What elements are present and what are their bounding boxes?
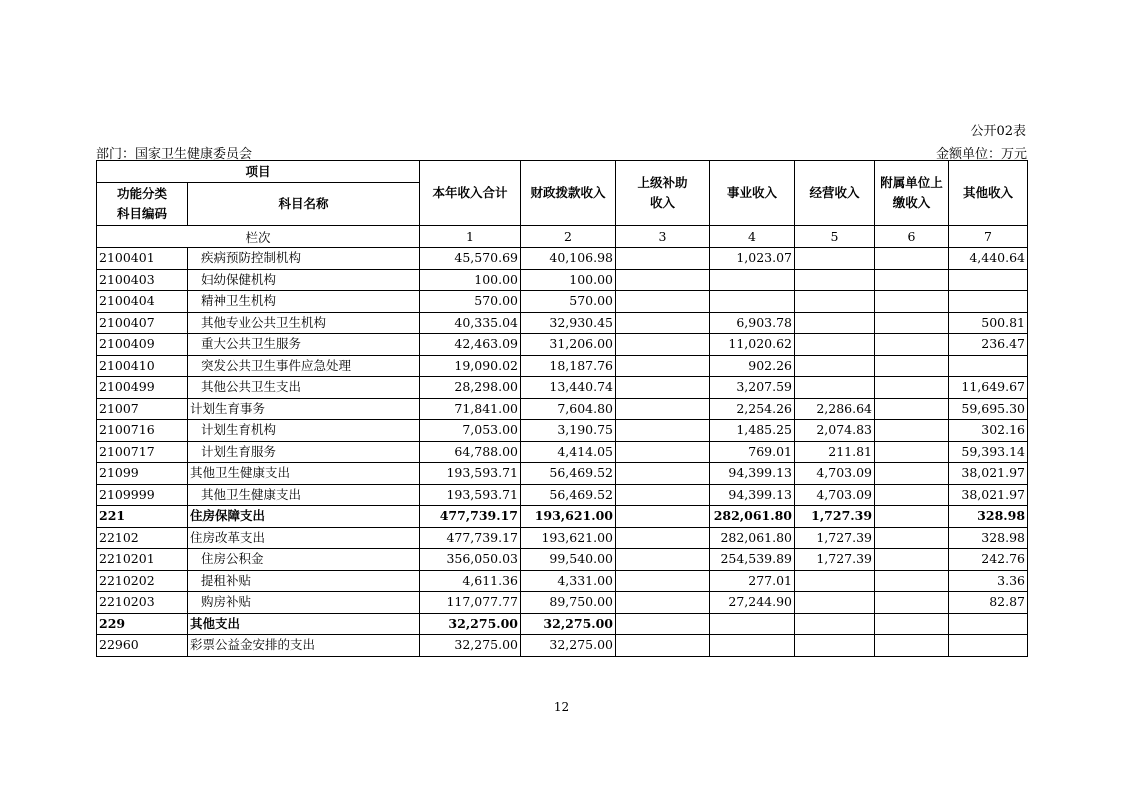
- other-cell: [949, 613, 1028, 635]
- table-body: [97, 248, 1028, 657]
- other-cell: 328.98: [949, 527, 1028, 549]
- fiscal-cell: 31,206.00: [521, 334, 616, 356]
- subject-name-cell: 妇幼保健机构: [188, 269, 420, 291]
- table-row: [97, 506, 1028, 528]
- fiscal-cell: 13,440.74: [521, 377, 616, 399]
- subsidiary-header: 附属单位上 缴收入: [875, 161, 949, 226]
- other-cell: 59,393.14: [949, 441, 1028, 463]
- total-cell: 117,077.77: [420, 592, 521, 614]
- operating-cell: 2,286.64: [795, 398, 875, 420]
- subject-name-cell: 其他卫生健康支出: [188, 484, 420, 506]
- subject-code-cell: 2100409: [97, 334, 188, 356]
- department-label: 部门：国家卫生健康委员会: [96, 147, 253, 162]
- operating-cell: 1,727.39: [795, 527, 875, 549]
- total-cell: 193,593.71: [420, 463, 521, 485]
- subject-name-cell: 重大公共卫生服务: [188, 334, 420, 356]
- operating-cell: 1,727.39: [795, 549, 875, 571]
- business-header: 事业收入: [710, 161, 795, 226]
- name-header: 科目名称: [188, 183, 420, 226]
- subject-code-cell: 2100716: [97, 420, 188, 442]
- other-cell: 242.76: [949, 549, 1028, 571]
- business-cell: [710, 291, 795, 313]
- total-cell: 19,090.02: [420, 355, 521, 377]
- table-row: [97, 355, 1028, 377]
- superior-cell: [616, 506, 710, 528]
- subject-name-cell: 其他公共卫生支出: [188, 377, 420, 399]
- total-cell: 4,611.36: [420, 570, 521, 592]
- subject-name-cell: 其他卫生健康支出: [188, 463, 420, 485]
- superior-cell: [616, 291, 710, 313]
- total-cell: 71,841.00: [420, 398, 521, 420]
- col-no-5: 5: [795, 226, 875, 248]
- table-row: [97, 570, 1028, 592]
- total-cell: 28,298.00: [420, 377, 521, 399]
- subsidiary-cell: [875, 570, 949, 592]
- superior-cell: [616, 355, 710, 377]
- other-cell: 38,021.97: [949, 463, 1028, 485]
- subject-code-cell: 2100499: [97, 377, 188, 399]
- subject-name-cell: 精神卫生机构: [188, 291, 420, 313]
- other-cell: [949, 269, 1028, 291]
- subject-code-cell: 21007: [97, 398, 188, 420]
- subject-name-cell: 计划生育事务: [188, 398, 420, 420]
- fiscal-cell: 56,469.52: [521, 463, 616, 485]
- subsidiary-cell: [875, 463, 949, 485]
- subject-code-cell: 2100410: [97, 355, 188, 377]
- operating-cell: 4,703.09: [795, 463, 875, 485]
- subsidiary-cell: [875, 506, 949, 528]
- page-number: 12: [553, 700, 570, 714]
- operating-cell: [795, 312, 875, 334]
- operating-cell: [795, 570, 875, 592]
- business-cell: 902.26: [710, 355, 795, 377]
- table-row: [97, 334, 1028, 356]
- business-cell: 6,903.78: [710, 312, 795, 334]
- subsidiary-cell: [875, 441, 949, 463]
- total-cell: 570.00: [420, 291, 521, 313]
- subject-name-cell: 住房公积金: [188, 549, 420, 571]
- superior-cell: [616, 377, 710, 399]
- superior-cell: [616, 334, 710, 356]
- subsidiary-cell: [875, 420, 949, 442]
- subject-code-cell: 2100717: [97, 441, 188, 463]
- subsidiary-cell: [875, 527, 949, 549]
- business-cell: [710, 613, 795, 635]
- subsidiary-cell: [875, 269, 949, 291]
- operating-cell: 2,074.83: [795, 420, 875, 442]
- operating-cell: 211.81: [795, 441, 875, 463]
- fiscal-cell: 99,540.00: [521, 549, 616, 571]
- subject-name-cell: 购房补贴: [188, 592, 420, 614]
- fiscal-cell: 56,469.52: [521, 484, 616, 506]
- superior-cell: [616, 248, 710, 270]
- operating-cell: 4,703.09: [795, 484, 875, 506]
- table-label: 公开02表: [970, 124, 1026, 139]
- subject-name-cell: 计划生育服务: [188, 441, 420, 463]
- superior-cell: [616, 592, 710, 614]
- other-cell: 59,695.30: [949, 398, 1028, 420]
- subsidiary-cell: [875, 377, 949, 399]
- business-cell: 254,539.89: [710, 549, 795, 571]
- fiscal-cell: 100.00: [521, 269, 616, 291]
- col-no-3: 3: [616, 226, 710, 248]
- other-cell: 11,649.67: [949, 377, 1028, 399]
- superior-cell: [616, 549, 710, 571]
- other-cell: 3.36: [949, 570, 1028, 592]
- table-row: [97, 441, 1028, 463]
- col-no-4: 4: [710, 226, 795, 248]
- business-cell: 3,207.59: [710, 377, 795, 399]
- subject-code-cell: 2100403: [97, 269, 188, 291]
- subject-name-cell: 住房保障支出: [188, 506, 420, 528]
- superior-cell: [616, 269, 710, 291]
- column-no-label: 栏次: [97, 226, 420, 248]
- total-cell: 32,275.00: [420, 635, 521, 657]
- business-cell: 94,399.13: [710, 463, 795, 485]
- superior-cell: [616, 441, 710, 463]
- subject-name-cell: 其他支出: [188, 613, 420, 635]
- total-header: 本年收入合计: [420, 161, 521, 226]
- other-cell: 82.87: [949, 592, 1028, 614]
- superior-cell: [616, 484, 710, 506]
- fiscal-cell: 40,106.98: [521, 248, 616, 270]
- business-cell: 282,061.80: [710, 506, 795, 528]
- table-row: [97, 377, 1028, 399]
- fiscal-cell: 570.00: [521, 291, 616, 313]
- other-header: 其他收入: [949, 161, 1028, 226]
- operating-cell: [795, 635, 875, 657]
- other-cell: [949, 635, 1028, 657]
- operating-cell: 1,727.39: [795, 506, 875, 528]
- operating-cell: [795, 291, 875, 313]
- operating-cell: [795, 269, 875, 291]
- total-cell: 477,739.17: [420, 506, 521, 528]
- subsidiary-cell: [875, 398, 949, 420]
- other-cell: [949, 355, 1028, 377]
- subsidiary-cell: [875, 549, 949, 571]
- col-no-2: 2: [521, 226, 616, 248]
- business-cell: 277.01: [710, 570, 795, 592]
- income-table: [96, 160, 1028, 657]
- table-row: [97, 527, 1028, 549]
- other-cell: 500.81: [949, 312, 1028, 334]
- col-no-7: 7: [949, 226, 1028, 248]
- superior-cell: [616, 398, 710, 420]
- fiscal-cell: 4,331.00: [521, 570, 616, 592]
- subject-name-cell: 突发公共卫生事件应急处理: [188, 355, 420, 377]
- subject-code-cell: 2210203: [97, 592, 188, 614]
- operating-cell: [795, 613, 875, 635]
- table-row: [97, 269, 1028, 291]
- fiscal-cell: 32,275.00: [521, 613, 616, 635]
- subject-code-cell: 2100404: [97, 291, 188, 313]
- other-cell: 38,021.97: [949, 484, 1028, 506]
- subject-code-cell: 229: [97, 613, 188, 635]
- subject-code-cell: 2100401: [97, 248, 188, 270]
- total-cell: 100.00: [420, 269, 521, 291]
- superior-cell: [616, 635, 710, 657]
- fiscal-cell: 4,414.05: [521, 441, 616, 463]
- subsidiary-cell: [875, 312, 949, 334]
- other-cell: 4,440.64: [949, 248, 1028, 270]
- table-row: [97, 635, 1028, 657]
- operating-cell: [795, 355, 875, 377]
- table-row: [97, 463, 1028, 485]
- business-cell: 1,485.25: [710, 420, 795, 442]
- total-cell: 32,275.00: [420, 613, 521, 635]
- subsidiary-cell: [875, 613, 949, 635]
- subject-code-cell: 21099: [97, 463, 188, 485]
- total-cell: 477,739.17: [420, 527, 521, 549]
- table-row: [97, 291, 1028, 313]
- subject-code-cell: 22960: [97, 635, 188, 657]
- business-cell: 282,061.80: [710, 527, 795, 549]
- other-cell: 328.98: [949, 506, 1028, 528]
- total-cell: 45,570.69: [420, 248, 521, 270]
- operating-cell: [795, 334, 875, 356]
- subject-code-cell: 2210201: [97, 549, 188, 571]
- table-row: [97, 549, 1028, 571]
- superior-cell: [616, 613, 710, 635]
- superior-cell: [616, 463, 710, 485]
- table-row: [97, 592, 1028, 614]
- superior-header: 上级补助 收入: [616, 161, 710, 226]
- subject-name-cell: 彩票公益金安排的支出: [188, 635, 420, 657]
- col-no-6: 6: [875, 226, 949, 248]
- fiscal-cell: 32,930.45: [521, 312, 616, 334]
- subsidiary-cell: [875, 291, 949, 313]
- business-cell: 27,244.90: [710, 592, 795, 614]
- subject-code-cell: 2100407: [97, 312, 188, 334]
- subsidiary-cell: [875, 355, 949, 377]
- operating-header: 经营收入: [795, 161, 875, 226]
- subsidiary-cell: [875, 484, 949, 506]
- superior-cell: [616, 527, 710, 549]
- operating-cell: [795, 592, 875, 614]
- total-cell: 356,050.03: [420, 549, 521, 571]
- fiscal-cell: 193,621.00: [521, 527, 616, 549]
- project-header: 项目: [97, 161, 420, 183]
- subject-name-cell: 提租补贴: [188, 570, 420, 592]
- fiscal-cell: 18,187.76: [521, 355, 616, 377]
- subject-name-cell: 疾病预防控制机构: [188, 248, 420, 270]
- table-row: [97, 420, 1028, 442]
- other-cell: 302.16: [949, 420, 1028, 442]
- total-cell: 193,593.71: [420, 484, 521, 506]
- fiscal-header: 财政拨款收入: [521, 161, 616, 226]
- subject-name-cell: 其他专业公共卫生机构: [188, 312, 420, 334]
- business-cell: [710, 635, 795, 657]
- subject-code-cell: 22102: [97, 527, 188, 549]
- business-cell: 94,399.13: [710, 484, 795, 506]
- table-row: [97, 484, 1028, 506]
- operating-cell: [795, 377, 875, 399]
- subject-code-cell: 2210202: [97, 570, 188, 592]
- fiscal-cell: 89,750.00: [521, 592, 616, 614]
- other-cell: [949, 291, 1028, 313]
- superior-cell: [616, 570, 710, 592]
- subsidiary-cell: [875, 635, 949, 657]
- unit-label: 金额单位：万元: [935, 147, 1027, 162]
- subject-code-cell: 221: [97, 506, 188, 528]
- total-cell: 40,335.04: [420, 312, 521, 334]
- subject-name-cell: 计划生育机构: [188, 420, 420, 442]
- business-cell: 769.01: [710, 441, 795, 463]
- fiscal-cell: 193,621.00: [521, 506, 616, 528]
- operating-cell: [795, 248, 875, 270]
- table-row: [97, 312, 1028, 334]
- business-cell: 2,254.26: [710, 398, 795, 420]
- subsidiary-cell: [875, 334, 949, 356]
- other-cell: 236.47: [949, 334, 1028, 356]
- total-cell: 42,463.09: [420, 334, 521, 356]
- superior-cell: [616, 420, 710, 442]
- subject-code-cell: 2109999: [97, 484, 188, 506]
- table-row: [97, 398, 1028, 420]
- subsidiary-cell: [875, 592, 949, 614]
- business-cell: 1,023.07: [710, 248, 795, 270]
- subject-name-cell: 住房改革支出: [188, 527, 420, 549]
- fiscal-cell: 7,604.80: [521, 398, 616, 420]
- meta-row: [96, 143, 1027, 162]
- table-row: [97, 613, 1028, 635]
- table-row: [97, 248, 1028, 270]
- code-header: 功能分类 科目编码: [97, 183, 188, 226]
- total-cell: 7,053.00: [420, 420, 521, 442]
- business-cell: [710, 269, 795, 291]
- fiscal-cell: 3,190.75: [521, 420, 616, 442]
- business-cell: 11,020.62: [710, 334, 795, 356]
- subsidiary-cell: [875, 248, 949, 270]
- total-cell: 64,788.00: [420, 441, 521, 463]
- fiscal-cell: 32,275.00: [521, 635, 616, 657]
- superior-cell: [616, 312, 710, 334]
- col-no-1: 1: [420, 226, 521, 248]
